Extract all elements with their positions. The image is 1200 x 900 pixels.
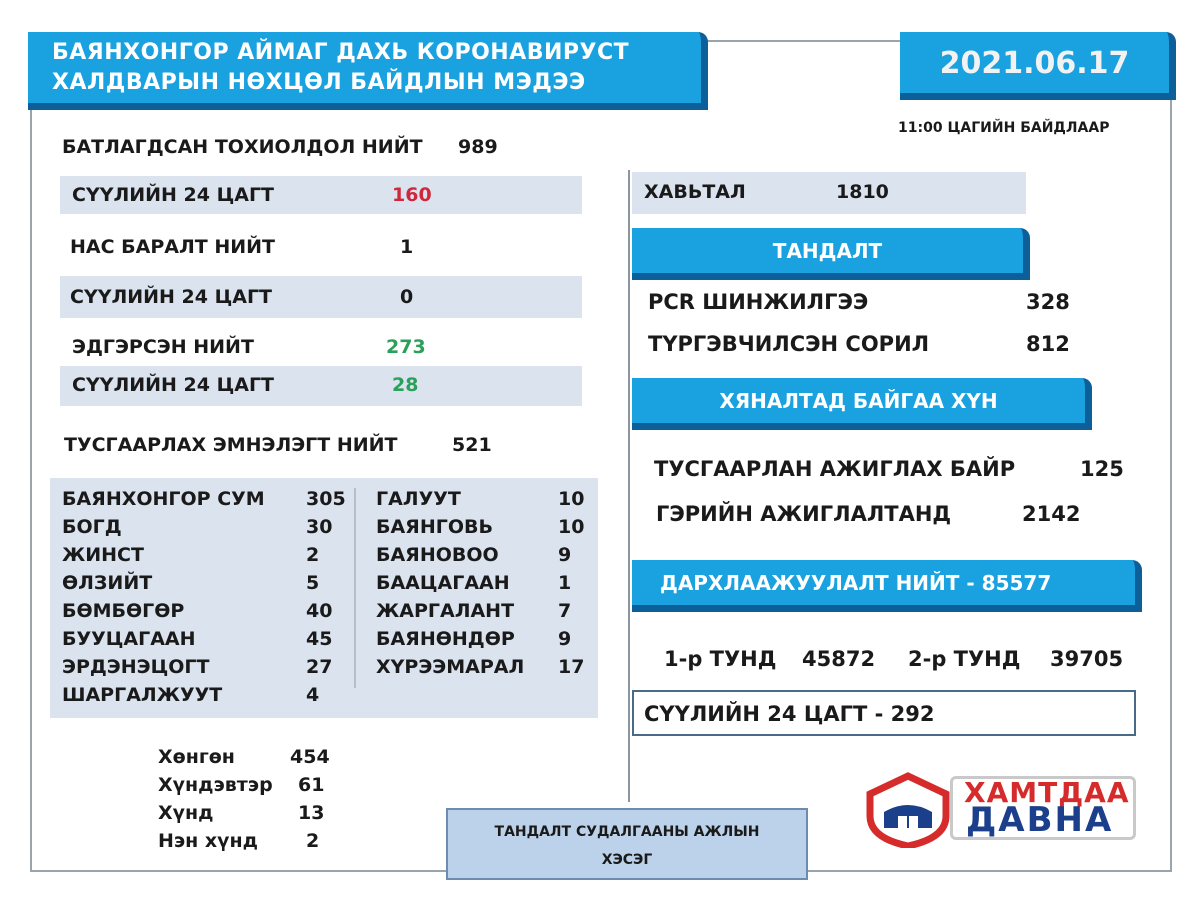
dose2-label: 2-р ТУНД	[908, 647, 1021, 671]
district-name: БОГД	[62, 516, 122, 538]
district-value: 10	[558, 516, 585, 538]
deaths-24h-label: СҮҮЛИЙН 24 ЦАГТ	[70, 286, 273, 308]
rapid-test-value: 812	[1026, 332, 1070, 356]
district-name: ШАРГАЛЖУУТ	[62, 684, 223, 706]
rapid-test-label: ТҮРГЭВЧИЛСЭН СОРИЛ	[648, 332, 930, 356]
district-name: БААЦАГААН	[376, 572, 510, 594]
district-value: 7	[558, 600, 572, 622]
isolation-facility-label: ТУСГААРЛАН АЖИГЛАХ БАЙР	[654, 457, 1016, 481]
district-value: 9	[558, 628, 572, 650]
contacts-label: ХАВЬТАЛ	[644, 181, 746, 203]
title-line-2: ХАЛДВАРЫН НӨХЦӨЛ БАЙДЛЫН МЭДЭЭ	[52, 70, 586, 95]
recovered-24h-value: 28	[392, 374, 419, 396]
home-monitoring-value: 2142	[1022, 502, 1081, 526]
severity-label: Хүндэвтэр	[158, 774, 273, 796]
dose1-label: 1-р ТУНД	[664, 647, 777, 671]
district-name: БӨМБӨГӨР	[62, 600, 185, 622]
district-value: 305	[306, 488, 346, 510]
sampling-title: ТАНДАЛТ	[772, 239, 883, 263]
isolation-label: ТУСГААРЛАХ ЭМНЭЛЭГТ НИЙТ	[64, 434, 398, 456]
dose1-value: 45872	[802, 647, 876, 671]
isolation-value: 521	[452, 434, 492, 456]
deaths-24h-value: 0	[400, 286, 414, 308]
home-monitoring-label: ГЭРИЙН АЖИГЛАЛТАНД	[656, 502, 952, 526]
logo-text-line-1: ХАМТДАА	[964, 776, 1130, 809]
dose2-value: 39705	[1050, 647, 1124, 671]
confirmed-24h-value: 160	[392, 184, 432, 206]
title-line-1: БАЯНХОНГОР АЙМАГ ДАХЬ КОРОНАВИРУСТ	[52, 40, 630, 65]
recovered-24h-label: СҮҮЛИЙН 24 ЦАГТ	[72, 374, 275, 396]
confirmed-label: БАТЛАГДСАН ТОХИОЛДОЛ НИЙТ	[62, 136, 423, 158]
footer-credit-box	[446, 808, 808, 880]
date-banner	[900, 32, 1176, 100]
isolation-facility-value: 125	[1080, 457, 1124, 481]
contacts-value: 1810	[836, 181, 889, 203]
pcr-value: 328	[1026, 290, 1070, 314]
district-value: 10	[558, 488, 585, 510]
district-value: 4	[306, 684, 320, 706]
severity-value: 454	[290, 746, 330, 768]
district-value: 5	[306, 572, 320, 594]
district-name: ХҮРЭЭМАРАЛ	[376, 656, 525, 678]
district-name: БАЯНОВОО	[376, 544, 499, 566]
monitoring-banner	[632, 378, 1092, 430]
district-value: 27	[306, 656, 333, 678]
severity-value: 2	[306, 830, 320, 852]
district-name: ЖАРГАЛАНТ	[376, 600, 515, 622]
district-value: 40	[306, 600, 333, 622]
footer-line-2: ХЭСЭГ	[601, 852, 653, 868]
report-date: 2021.06.17	[939, 46, 1130, 81]
logo-text-line-2: ДАВНА	[966, 800, 1114, 840]
district-name: ГАЛУУТ	[376, 488, 461, 510]
severity-label: Хүнд	[158, 802, 214, 824]
vaccination-title: ДАРХЛААЖУУЛАЛТ НИЙТ - 85577	[660, 571, 1052, 595]
district-name: БАЯНХОНГОР СУМ	[62, 488, 265, 510]
district-value: 1	[558, 572, 572, 594]
severity-label: Хөнгөн	[158, 746, 235, 768]
district-name: ЖИНСТ	[62, 544, 144, 566]
confirmed-value: 989	[458, 136, 498, 158]
district-name: БУУЦАГААН	[62, 628, 196, 650]
deaths-value: 1	[400, 236, 414, 258]
district-value: 30	[306, 516, 333, 538]
severity-label: Нэн хүнд	[158, 830, 259, 852]
recovered-value: 273	[386, 336, 426, 358]
severity-value: 13	[298, 802, 325, 824]
title-banner	[28, 32, 708, 110]
deaths-label: НАС БАРАЛТ НИЙТ	[70, 236, 276, 258]
sampling-banner	[632, 228, 1030, 280]
confirmed-24h-label: СҮҮЛИЙН 24 ЦАГТ	[72, 184, 275, 206]
district-value: 45	[306, 628, 333, 650]
district-value: 17	[558, 656, 585, 678]
district-name: БАЯНГОВЬ	[376, 516, 493, 538]
district-value: 2	[306, 544, 320, 566]
column-divider	[628, 170, 630, 802]
district-value: 9	[558, 544, 572, 566]
monitoring-title: ХЯНАЛТАД БАЙГАА ХҮН	[719, 389, 998, 413]
district-separator	[354, 488, 356, 688]
district-name: БАЯНӨНДӨР	[376, 628, 515, 650]
severity-value: 61	[298, 774, 325, 796]
district-name: ЭРДЭНЭЦОГТ	[62, 656, 210, 678]
vaccination-banner	[632, 560, 1142, 612]
recovered-label: ЭДГЭРСЭН НИЙТ	[72, 336, 254, 358]
time-note: 11:00 ЦАГИЙН БАЙДЛААР	[898, 120, 1110, 136]
pcr-label: PCR ШИНЖИЛГЭЭ	[648, 290, 869, 314]
district-name: ӨЛЗИЙТ	[62, 572, 153, 594]
district-table	[50, 478, 598, 718]
shield-house-icon	[862, 772, 954, 848]
vaccination-24h: СҮҮЛИЙН 24 ЦАГТ - 292	[644, 702, 935, 726]
footer-line-1: ТАНДАЛТ СУДАЛГААНЫ АЖЛЫН	[494, 824, 760, 840]
